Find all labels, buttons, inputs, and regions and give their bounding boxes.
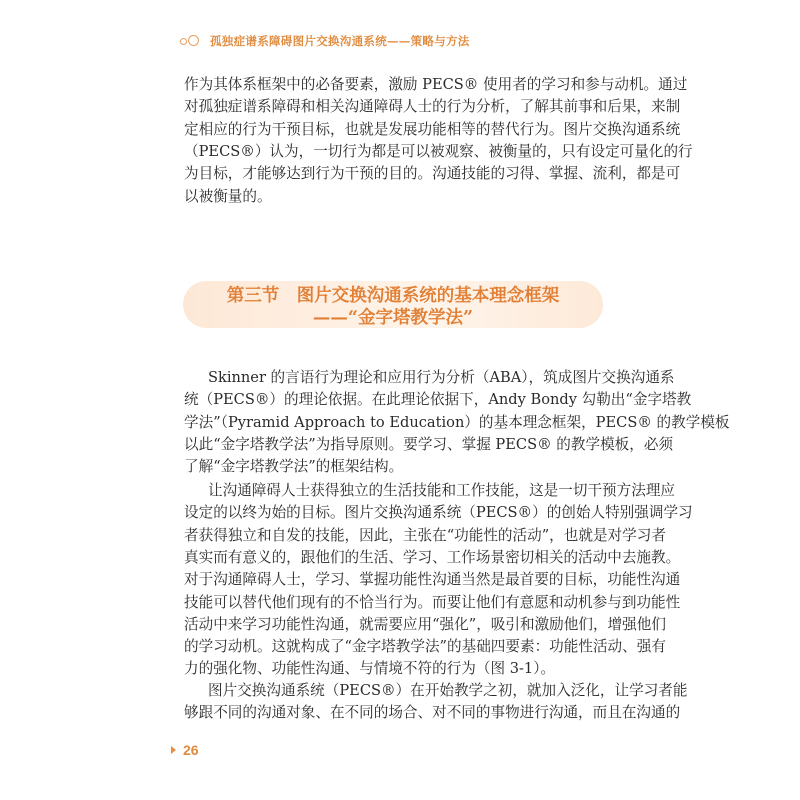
text-line: 统（PECS®）的理论依据。在此理论依据下，Andy Bondy 勾勒出“金字塔教 <box>184 391 692 409</box>
text-line: （PECS®）认为，一切行为都是可以被观察、被衡量的，只有设定可量化的行 <box>184 142 693 160</box>
text-line: 真实而有意义的，跟他们的生活、学习、工作场景密切相关的活动中去施教。 <box>184 548 681 566</box>
text-line: 的学习动机。这就构成了“金字塔教学法”的基础四要素：功能性活动、强有 <box>184 638 666 656</box>
circles-icon <box>180 34 202 48</box>
text-line: 活动中来学习功能性沟通，就需要应用“强化”，吸引和激励他们，增强他们 <box>184 615 666 633</box>
text-line: 者获得独立和自发的技能，因此，主张在“功能性的活动”，也就是对学习者 <box>184 526 666 544</box>
text-line: 设定的以终为始的目标。图片交换沟通系统（PECS®）的创始人特别强调学习 <box>184 504 693 522</box>
triangle-marker-icon <box>171 746 176 754</box>
text-line: 以此“金字塔教学法”为指导原则。要学习、掌握 PECS® 的教学模板，必须 <box>184 435 674 453</box>
text-line: 为目标，才能够达到行为干预的目的。沟通技能的习得、掌握、流利，都是可 <box>184 165 681 183</box>
text-line: 了解“金字塔教学法”的框架结构。 <box>184 458 404 476</box>
text-line: 定相应的行为干预目标，也就是发展功能相等的替代行为。图片交换沟通系统 <box>184 120 681 138</box>
section-title-line-1: 第三节 图片交换沟通系统的基本理念框架 <box>226 286 560 306</box>
running-header <box>180 32 470 50</box>
text-line: 让沟通障碍人士获得独立的生活技能和工作技能，这是一切干预方法理应 <box>208 482 676 499</box>
text-line: 对孤独症谱系障碍和相关沟通障碍人士的行为分析，了解其前事和后果，来制 <box>184 98 681 116</box>
text-line: 够跟不同的沟通对象、在不同的场合、对不同的事物进行沟通，而且在沟通的 <box>184 704 681 722</box>
text-line: 图片交换沟通系统（PECS®）在开始教学之初，就加入泛化，让学习者能 <box>208 682 688 699</box>
text-line: Skinner 的言语行为理论和应用行为分析（ABA），筑成图片交换沟通系 <box>208 369 675 386</box>
section-title-line-2: ——“金字塔教学法” <box>312 308 474 328</box>
text-line: 技能可以替代他们现有的不恰当行为。而要让他们有意愿和动机参与到功能性 <box>184 593 681 611</box>
page-number-text: 26 <box>183 742 199 758</box>
text-line: 以被衡量的。 <box>184 187 272 205</box>
text-line: 对于沟通障碍人士，学习、掌握功能性沟通当然是最首要的目标，功能性沟通 <box>184 571 681 589</box>
text-line: 学法”（Pyramid Approach to Education）的基本理念框架，PECS® 的教学模板 <box>184 413 730 431</box>
page-number <box>171 742 199 758</box>
running-header-title: 孤独症谱系障碍图片交换沟通系统——策略与方法 <box>210 34 470 48</box>
text-line: 作为其体系框架中的必备要素，激励 PECS® 使用者的学习和参与动机。通过 <box>184 76 688 93</box>
text-line: 力的强化物、功能性沟通、与情境不符的行为（图 3-1）。 <box>184 660 556 678</box>
